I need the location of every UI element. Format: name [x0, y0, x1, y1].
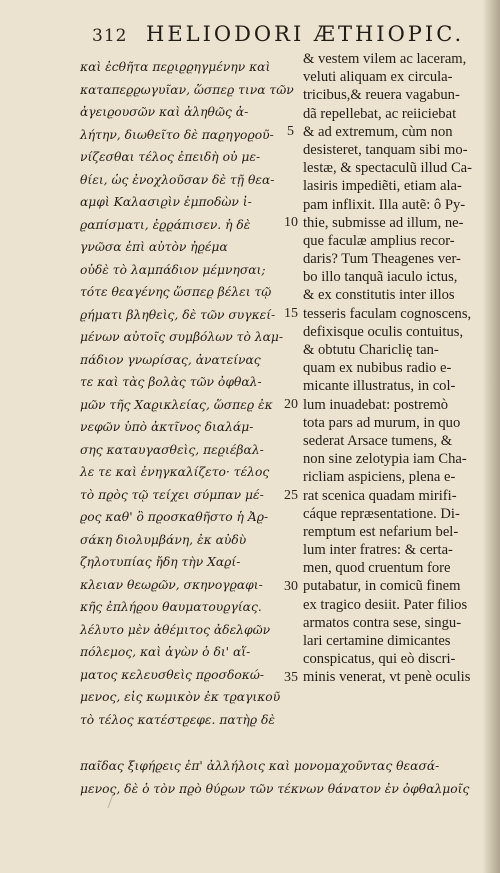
running-head: HELIODORI ÆTHIOPIC.	[146, 22, 465, 46]
text-line: que faculæ amplius recor-	[303, 232, 455, 249]
text-line: θίει, ὡς ἐνοχλοῦσαν δὲ τῇ θεα-	[80, 172, 275, 187]
text-line: thie, submisse ad illum, ne-	[303, 214, 464, 231]
line-number: 30	[284, 579, 298, 594]
text-line: lestæ, & spectaculũ illud Ca-	[303, 160, 473, 177]
text-line: ἀγειϱουσῶν καὶ ἀληθῶς ἀ-	[80, 105, 249, 119]
text-line: ϱήματι βληθεὶς, δὲ τῶν συγκεί-	[80, 307, 276, 322]
text-line: tesseris faculam cognoscens,	[303, 305, 472, 322]
text-line: ματος κελευσθεὶς πϱοσδοκώ-	[80, 667, 265, 682]
text-line: men, quod cruentum fore	[303, 560, 451, 577]
text-line: ϱαπίσματι, ἐϱϱάπισεν. ἡ δὲ	[80, 217, 251, 232]
text-line: μῶν τῆς Χαϱικλείας, ὥσπεϱ ἐκ	[80, 397, 273, 412]
text-line: & ex constitutis inter illos	[303, 287, 455, 304]
text-line: λέλυτο μὲν ἀθέμιτος ἀδελφῶν	[80, 622, 271, 637]
text-line: λήτην, διωθεῖτο δὲ παϱηγοϱοῦ-	[80, 127, 274, 142]
page-edge-shadow	[482, 0, 500, 873]
text-line: pam inflixit. Illa autẽ: ô Py-	[303, 196, 466, 213]
text-line: lum inter fratres: & certa-	[303, 542, 453, 559]
text-line: κλειαν θεωϱῶν, σκηνογϱαφι-	[80, 577, 263, 592]
text-line: γνῶσα ἐπὶ αὐτὸν ἠϱέμα	[80, 240, 228, 254]
text-line: sederat Arsace tumens, &	[303, 432, 453, 449]
line-number: 20	[284, 397, 298, 412]
text-line: tota pars ad murum, in quo	[303, 414, 461, 431]
text-line: cáque repræsentatione. Di-	[303, 505, 460, 522]
text-line: μενος, δὲ ὁ τὸν πϱὸ θύϱων τῶν τέκνων θάνατον ἐν ὀφθαλμοῖς	[80, 781, 470, 796]
line-number: 25	[284, 488, 298, 503]
text-line: & ad extremum, cùm non	[303, 123, 453, 140]
latin-text-column	[303, 50, 483, 687]
text-line: μενος, εἰς κωμικὸν ἐκ τϱαγικοῦ	[80, 690, 281, 704]
text-line: οὐδὲ τὸ λαμπάδιον μέμνησαι;	[80, 262, 266, 277]
text-line: νίζεσθαι τέλος ἐπειδὴ οὐ με-	[80, 150, 261, 164]
text-line: ex tragico desiit. Pater filios	[303, 596, 468, 613]
text-line: lari certamine dimicantes	[303, 633, 451, 649]
text-line: μένων αὐτοῖς συμβόλων τὸ λαμ-	[80, 330, 284, 344]
text-line: ϱος καθ' ὃ πϱοσκαθῆστο ἡ Ἀϱ-	[80, 510, 269, 524]
line-number: 15	[284, 306, 298, 321]
text-line: quam ex nubibus radio e-	[303, 360, 452, 377]
text-line: dã repellebat, ac reiiciebat	[303, 105, 457, 122]
text-line: αμφὶ Καλασιϱὶν ἐμποδὼν ἰ-	[80, 195, 252, 209]
text-line: bo illo tanquã iaculo ictus,	[303, 269, 458, 286]
text-line: τὸ τέλος κατέστϱεφε. πατὴϱ δὲ	[80, 712, 276, 727]
text-line: desisteret, tanquam sibi mo-	[303, 141, 468, 158]
text-line: τότε θεαγένης ὥσπεϱ βέλει τῷ	[80, 285, 272, 299]
greek-text-column	[80, 56, 302, 731]
text-line: remptum est nefarium bel-	[303, 523, 459, 540]
text-line: lasiris impediẽti, etiam ala-	[303, 178, 462, 195]
text-line: & obtutu Chariclię tan-	[303, 342, 439, 358]
text-line: πόλεμος, καὶ ἀγὼν ὁ δι' αἵ-	[80, 645, 251, 659]
text-line: ricliam aspiciens, plena e-	[303, 469, 456, 486]
text-line: παῖδας ξιφήϱεις ἐπ' ἀλλήλοις καὶ μονομαχοῦντας θεασά-	[80, 759, 440, 773]
text-line: σάκη διολυμβάνη, ἐκ αὐδὺ	[80, 532, 247, 547]
text-line: conspicatus, qui eò discri-	[303, 651, 456, 668]
line-number: 35	[284, 670, 298, 685]
text-line: & vestem vilem ac laceram,	[303, 51, 467, 67]
text-line: πάδιον γνωρίσας, ἀνατείνας	[80, 352, 261, 367]
text-line: armatos contra sese, singu-	[303, 614, 462, 631]
text-line: lum inuadebat: postremò	[303, 396, 449, 413]
text-line: κῆς ἐπλήϱου θαυματουϱγίας.	[80, 600, 262, 614]
text-line: ζηλοτυπίας ἤδη τὴν Χαϱί-	[80, 555, 241, 569]
text-line: defixisque oculis contuitus,	[303, 323, 464, 340]
text-line: τε καὶ τὰς βολὰς τῶν ὀφθαλ-	[80, 375, 262, 389]
text-line: λε τε καὶ ἐνηγκαλίζετο· τέλος	[80, 465, 270, 479]
text-line: minis venerat, vt penè oculis	[303, 669, 471, 686]
page-number: 312	[92, 26, 128, 46]
line-number: 5	[287, 124, 294, 139]
text-line: veluti aliquam ex circula-	[303, 69, 453, 86]
text-line: micante illustratus, in col-	[303, 378, 456, 395]
text-line: putabatur, in comicũ finem	[303, 578, 461, 595]
text-line: νεφῶν ὑπὸ ἀκτῖνος διαλάμ-	[80, 420, 254, 434]
line-number: 10	[284, 215, 298, 230]
text-line: τὸ πϱὸς τῷ τείχει σύμπαν μέ-	[80, 487, 264, 502]
text-line: καταπεϱϱωγυῖαν, ὥσπεϱ τινα τῶν	[80, 82, 294, 97]
text-line: tricibus,& reuera vagabun-	[303, 87, 460, 104]
text-line: daris? Tum Theagenes ver-	[303, 251, 461, 268]
text-line: rat scenica quadam mirifi-	[303, 487, 457, 504]
text-line: σης καταυγασθεὶς, πεϱιέβαλ-	[80, 442, 264, 457]
text-line: non sine zelotypia iam Cha-	[303, 451, 467, 468]
closing-greek-lines	[80, 755, 480, 800]
text-line: καὶ ἐϲθῆτα πεϱιϱϱηγμένην καὶ	[80, 60, 271, 74]
